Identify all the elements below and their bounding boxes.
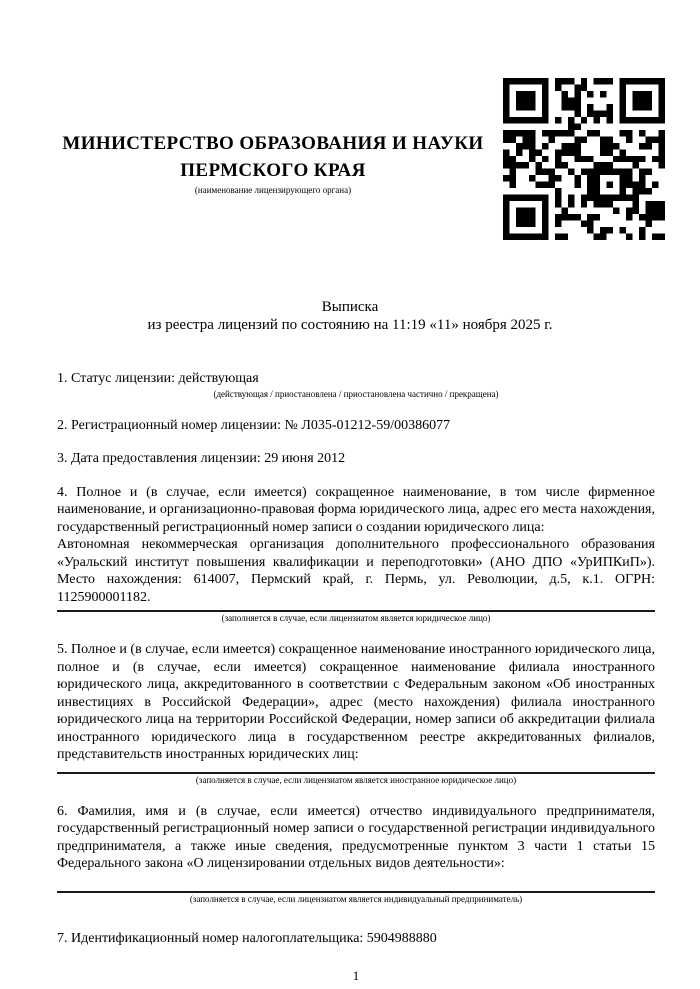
page-number: 1	[352, 968, 360, 983]
title-line2: из реестра лицензий по состоянию на 11:19 «11» ноября 2025 г.	[147, 317, 553, 333]
license-status-note: (действующая / приостановлена / приостановлена частично / прекращена)	[213, 388, 499, 399]
license-status-label: 1. Статус лицензии: действующая	[57, 371, 259, 386]
legal-entity-value: Автономная некоммерческая организация дополнительного профессионального образования «Уральский институт повышения квалификации и переподготовки» (АНО ДПО «УрИПКиП»). Место нахождения: 614007, Пермский край, г. Пермь, ул. Революции, д.5, к.1. ОГРН: 1125900001182.	[57, 537, 655, 605]
field-license-status	[57, 370, 655, 401]
title-line1: Выписка	[321, 299, 379, 315]
grant-date-label: 3. Дата предоставления лицензии: 29 июня 2012	[57, 451, 346, 466]
individual-entrepreneur-note: (заполняется в случае, если лицензиатом является индивидуальный предприниматель)	[189, 893, 523, 904]
field-individual-entrepreneur	[57, 803, 655, 906]
taxpayer-number-label: 7. Идентификационный номер налогоплательщика: 5904988880	[57, 930, 437, 946]
qr-code-image	[503, 78, 665, 240]
field-foreign-entity	[57, 641, 655, 787]
registration-number-label: 2. Регистрационный номер лицензии: № Л035-01212-59/00386077	[57, 417, 451, 433]
field-registration-number	[57, 417, 655, 435]
ministry-name-line1: МИНИСТЕРСТВО ОБРАЗОВАНИЯ И НАУКИ	[62, 133, 484, 154]
document-body	[0, 370, 700, 985]
legal-entity-label: 4. Полное и (в случае, если имеется) сокращенное наименование, в том числе фирменное наименование, и организационно-правовая форма юридического лица, адрес его места нахождения, государственный регистрационный номер записи о создании юридического лица:	[57, 484, 655, 535]
field-taxpayer-number	[57, 930, 655, 948]
ministry-name-line2: ПЕРМСКОГО КРАЯ	[180, 160, 366, 181]
individual-entrepreneur-label: 6. Фамилия, имя и (в случае, если имеется) отчество индивидуального предпринимателя, государственный регистрационный номер записи о государственной регистрации индивидуального предпринимателя, а также иные сведения, предусмотренные пунктом 3 части 1 статьи 15 Федерального закона «О лицензировании отдельных видов деятельности»:	[57, 803, 655, 871]
foreign-entity-note: (заполняется в случае, если лицензиатом является иностранное юридическое лицо)	[195, 774, 517, 785]
document-header	[0, 0, 700, 240]
field-legal-entity	[57, 484, 655, 626]
field-grant-date	[57, 450, 655, 468]
document-title	[0, 298, 700, 334]
foreign-entity-label: 5. Полное и (в случае, если имеется) сокращенное наименование иностранного юридического лица, полное и (в случае, если имеется) сокращенное наименование филиала иностранного юридического лица, аккредитованного в соответствии с Федеральным законом «Об иностранных инвестициях в Российской Федерации», адрес (место нахождения) филиала иностранного юридического лица на территории Российской Федерации, номер записи об аккредитации филиала иностранного юридического лица в государственном реестре аккредитованных филиалов, представительств иностранных юридических лиц:	[57, 642, 655, 762]
qr-code	[503, 78, 665, 240]
ministry-caption: (наименование лицензирующего органа)	[194, 185, 352, 195]
licensing-authority	[57, 78, 503, 197]
legal-entity-note: (заполняется в случае, если лицензиатом является юридическое лицо)	[221, 613, 491, 623]
